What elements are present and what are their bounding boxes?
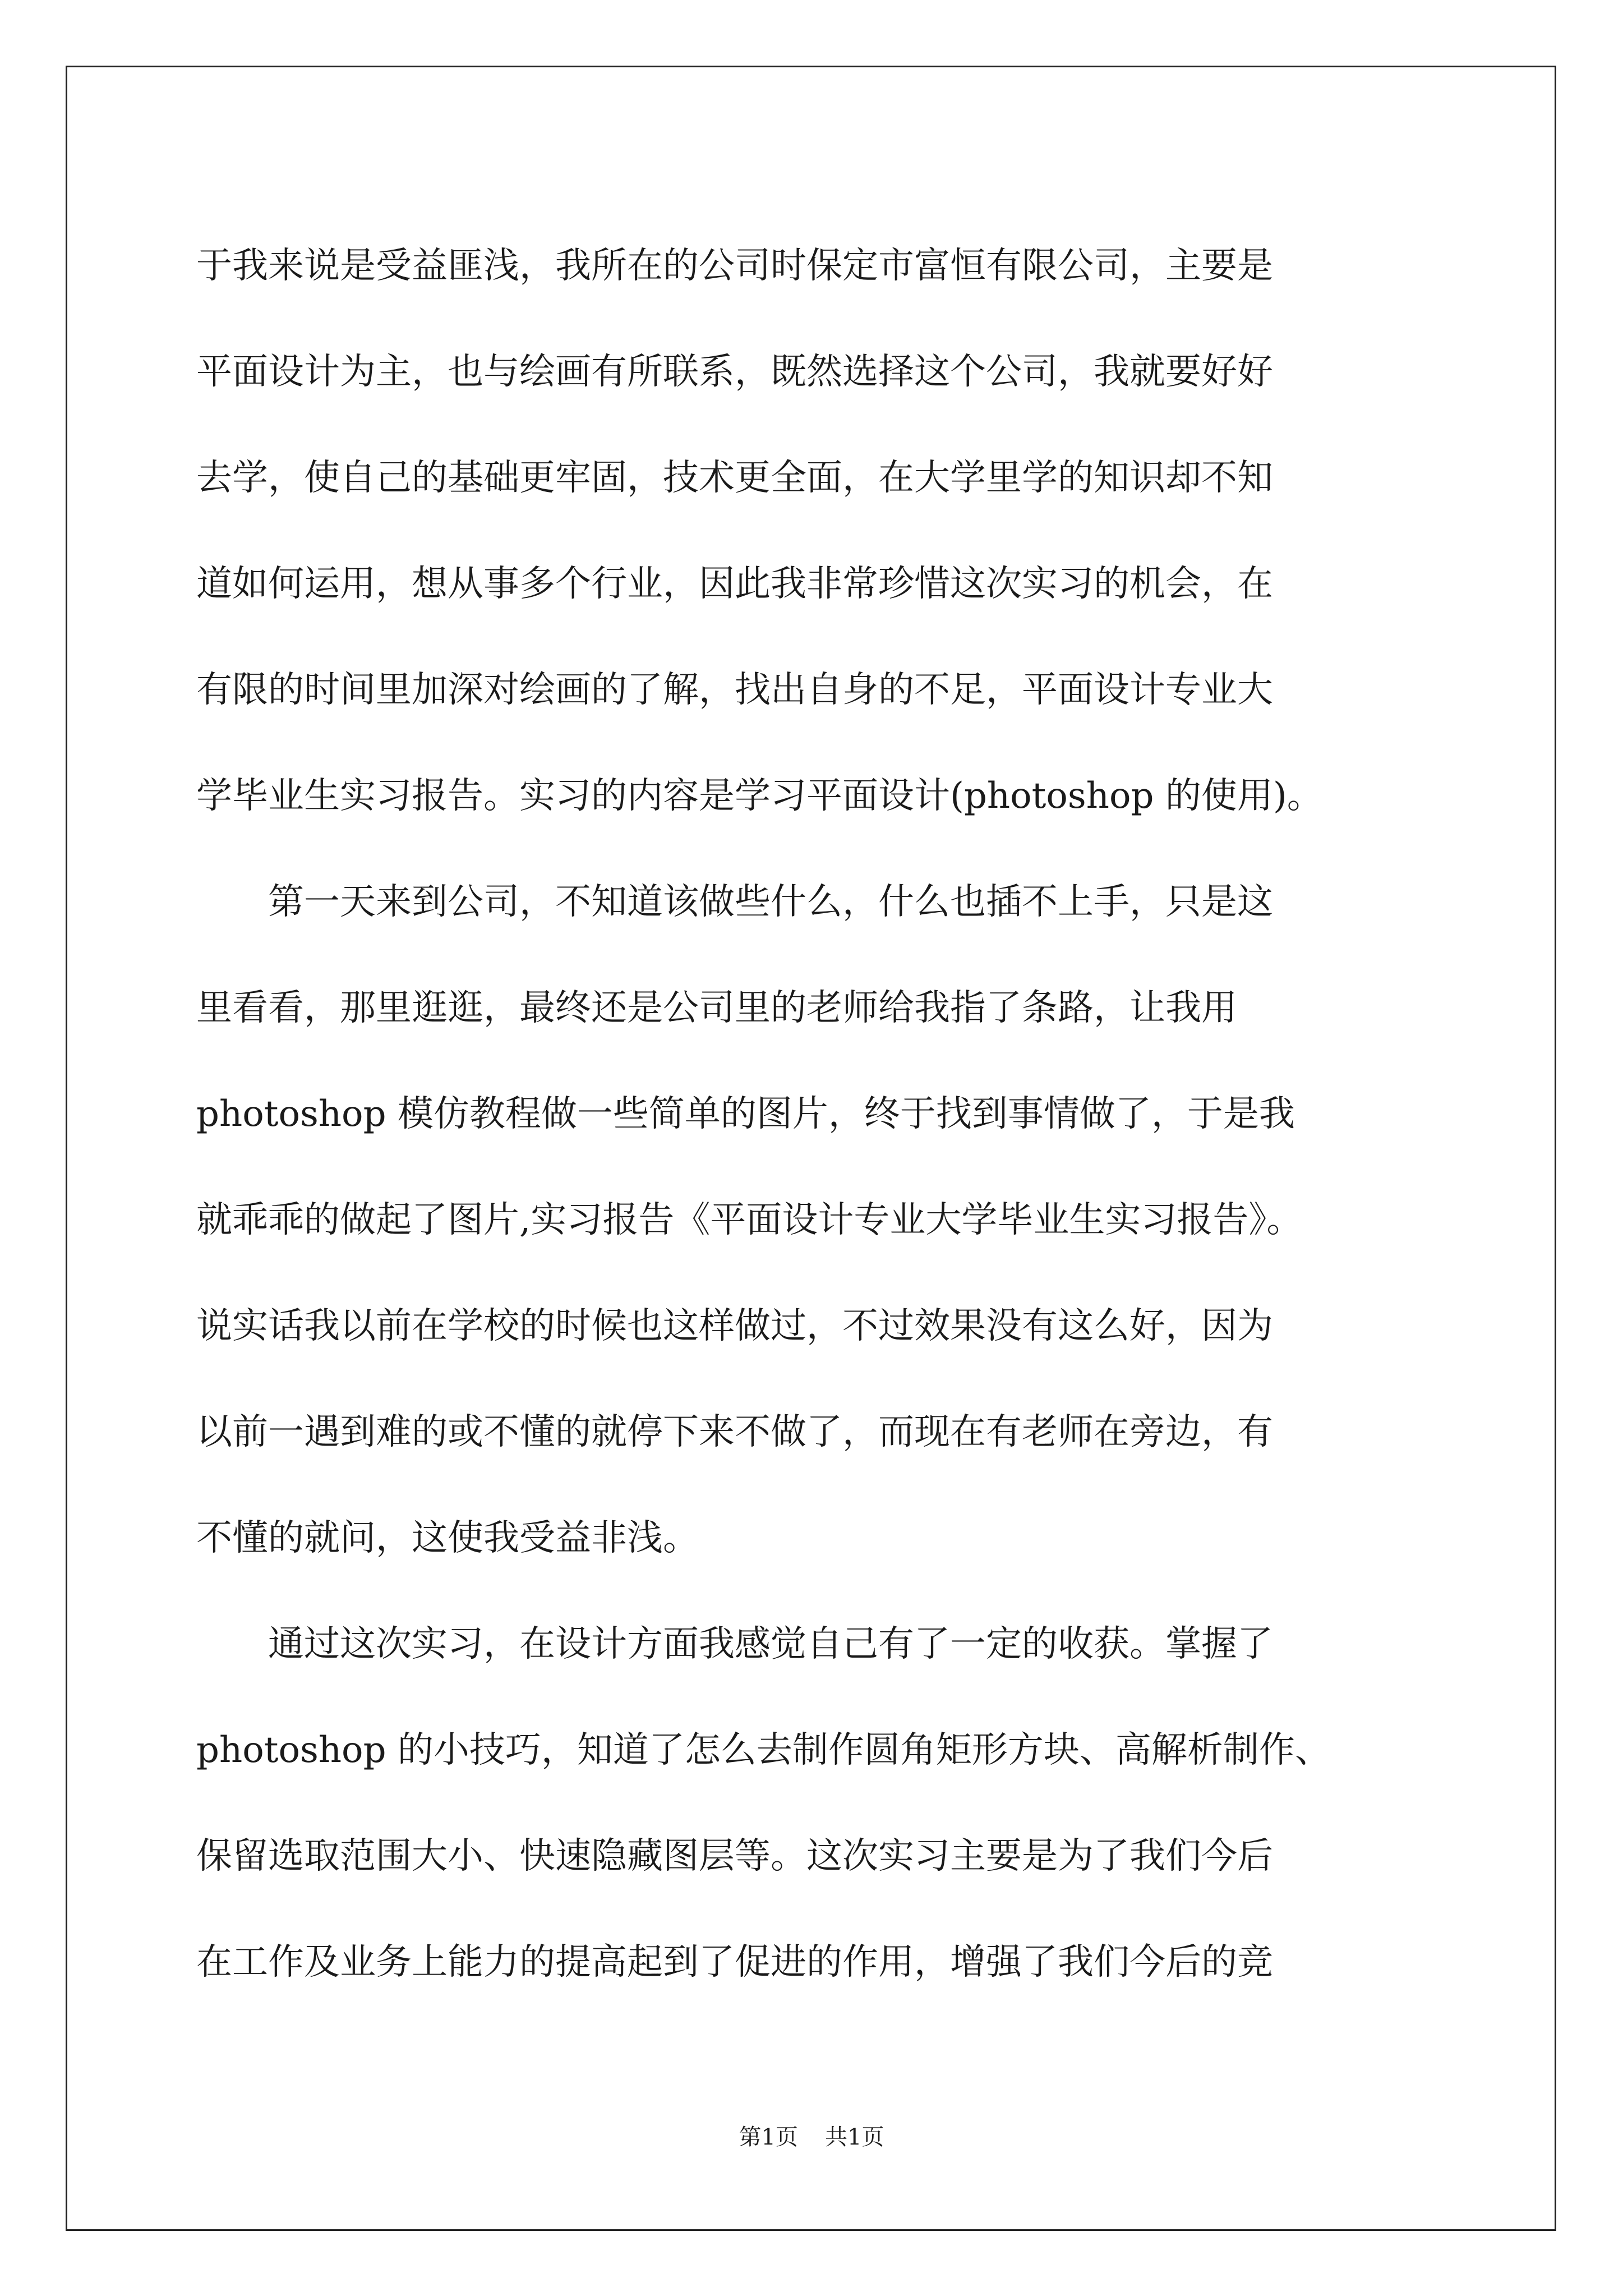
text-line-13: 不懂的就问，这使我受益非浅。 xyxy=(196,1517,699,1559)
text-line-15: photoshop 的小技巧，知道了怎么去制作圆角矩形方块、高解析制作、 xyxy=(196,1729,1331,1771)
page-footer xyxy=(0,2120,1623,2154)
document-body xyxy=(196,213,1453,2016)
text-line-1: 于我来说是受益匪浅，我所在的公司时保定市富恒有限公司，主要是 xyxy=(196,245,1273,287)
text-line-8: 里看看，那里逛逛，最终还是公司里的老师给我指了条路，让我用 xyxy=(196,987,1237,1029)
text-line-17: 在工作及业务上能力的提高起到了促进的作用，增强了我们今后的竞 xyxy=(196,1941,1273,1983)
text-line-9: photoshop 模仿教程做一些简单的图片，终于找到事情做了，于是我 xyxy=(196,1093,1295,1135)
text-line-11: 说实话我以前在学校的时候也这样做过，不过效果没有这么好，因为 xyxy=(196,1305,1273,1347)
text-line-7: 第一天来到公司，不知道该做些什么，什么也插不上手，只是这 xyxy=(196,881,1273,923)
text-line-10: 就乖乖的做起了图片,实习报告《平面设计专业大学毕业生实习报告》。 xyxy=(196,1199,1303,1241)
text-line-12: 以前一遇到难的或不懂的就停下来不做了，而现在有老师在旁边，有 xyxy=(196,1411,1273,1453)
page-total: 共1页 xyxy=(825,2124,884,2150)
page-number: 第1页 xyxy=(739,2124,798,2150)
text-line-14: 通过这次实习，在设计方面我感觉自己有了一定的收获。掌握了 xyxy=(196,1623,1273,1665)
text-line-5: 有限的时间里加深对绘画的了解，找出自身的不足，平面设计专业大 xyxy=(196,669,1273,711)
text-line-6: 学毕业生实习报告。实习的内容是学习平面设计(photoshop 的使用)。 xyxy=(196,775,1323,817)
text-line-4: 道如何运用，想从事多个行业，因此我非常珍惜这次实习的机会，在 xyxy=(196,563,1273,605)
text-line-3: 去学，使自己的基础更牢固，技术更全面，在大学里学的知识却不知 xyxy=(196,457,1273,499)
text-line-2: 平面设计为主，也与绘画有所联系，既然选择这个公司，我就要好好 xyxy=(196,351,1273,393)
text-line-16: 保留选取范围大小、快速隐藏图层等。这次实习主要是为了我们今后 xyxy=(196,1835,1273,1877)
